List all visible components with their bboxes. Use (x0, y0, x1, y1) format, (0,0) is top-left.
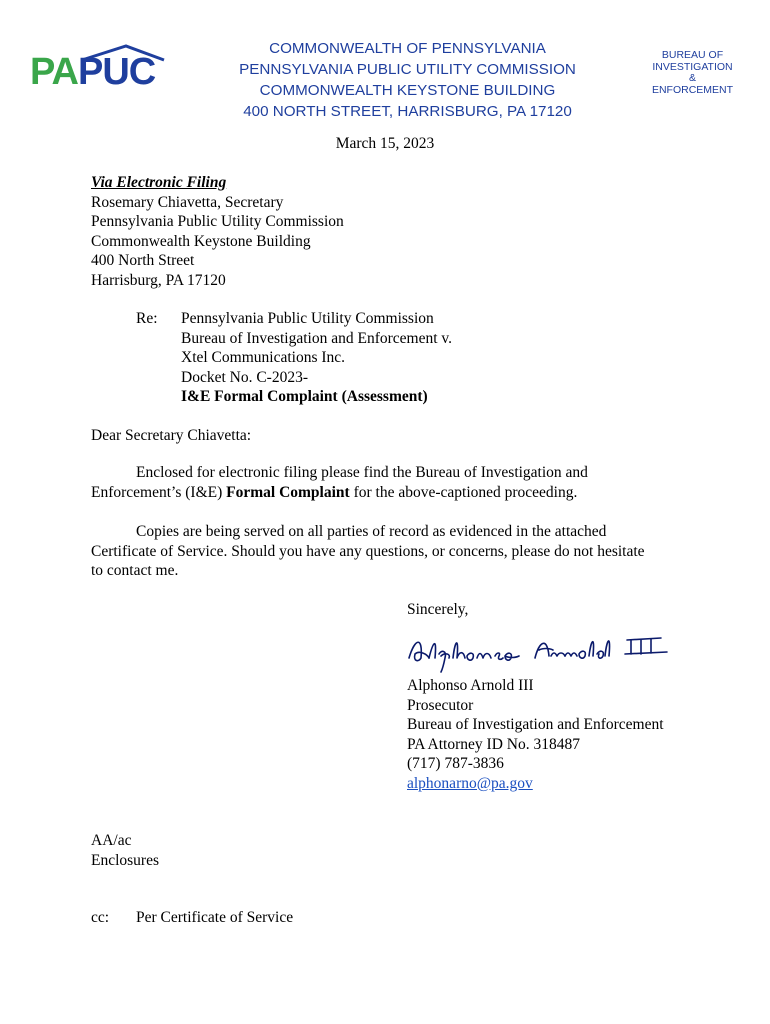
bureau-line: BUREAU OF (661, 49, 724, 61)
letterhead (200, 38, 615, 122)
re-line: Docket No. C-2023- (181, 368, 308, 386)
address-line: 400 North Street (91, 252, 195, 269)
logo-wordmark: PAPUC (30, 51, 156, 93)
signature-icon (405, 628, 675, 676)
formal-complaint-emphasis: Formal Complaint (226, 483, 350, 501)
closing: Sincerely, (407, 601, 469, 618)
cc-label: cc: (91, 909, 110, 926)
initials-block (91, 831, 159, 870)
re-block (181, 309, 452, 407)
address-line: Harrisburg, PA 17120 (91, 271, 226, 289)
paragraph-line: to contact me. (91, 562, 179, 579)
letterhead-line: PENNSYLVANIA PUBLIC UTILITY COMMISSION (239, 61, 576, 78)
paragraph-1 (91, 463, 588, 502)
via-electronic-filing: Via Electronic Filing (91, 174, 227, 191)
text-run: for the above-captioned proceeding. (349, 483, 578, 501)
re-line: Pennsylvania Public Utility Commission (181, 310, 434, 327)
signer-email-link[interactable]: alphonarno@pa.gov (407, 774, 533, 792)
letter-date: March 15, 2023 (335, 135, 435, 152)
initials: AA/ac (91, 832, 132, 849)
signer-phone: (717) 787-3836 (407, 755, 504, 772)
signature-block (407, 676, 664, 793)
signer-bureau: Bureau of Investigation and Enforcement (407, 716, 664, 733)
salutation: Dear Secretary Chiavetta: (91, 427, 252, 444)
letterhead-line: COMMONWEALTH KEYSTONE BUILDING (259, 82, 556, 99)
cc-value: Per Certificate of Service (136, 909, 294, 926)
re-line: Bureau of Investigation and Enforcement v. (181, 329, 453, 347)
bureau-heading (640, 50, 745, 96)
address-line: Pennsylvania Public Utility Commission (91, 213, 344, 230)
re-subject: I&E Formal Complaint (Assessment) (181, 388, 428, 405)
paragraph-2 (91, 522, 645, 581)
paragraph-line: Certificate of Service. Should you have any questions, or concerns, please do not hesitate (91, 542, 645, 560)
address-line: Commonwealth Keystone Building (91, 232, 311, 250)
paragraph-line: Copies are being served on all parties of record as evidenced in the attached (136, 523, 607, 540)
papuc-logo (30, 44, 170, 100)
signer-title: Prosecutor (407, 696, 474, 714)
letterhead-line: COMMONWEALTH OF PENNSYLVANIA (269, 40, 546, 57)
re-line: Xtel Communications Inc. (181, 349, 346, 366)
signer-attorney-id: PA Attorney ID No. 318487 (407, 735, 580, 753)
handwritten-signature (405, 628, 675, 676)
bureau-line: & (688, 72, 696, 84)
enclosures-note: Enclosures (91, 851, 160, 869)
address-line: Rosemary Chiavetta, Secretary (91, 193, 284, 211)
re-label: Re: (136, 310, 158, 327)
paragraph-line (91, 483, 588, 503)
signer-name: Alphonso Arnold III (407, 677, 534, 694)
bureau-line: INVESTIGATION (652, 60, 733, 73)
bureau-line: ENFORCEMENT (651, 83, 734, 96)
letterhead-line: 400 NORTH STREET, HARRISBURG, PA 17120 (243, 103, 572, 120)
recipient-address (91, 173, 344, 290)
paragraph-line: Enclosed for electronic filing please find the Bureau of Investigation and (136, 464, 588, 481)
text-run: Enforcement’s (I&E) (91, 483, 227, 501)
